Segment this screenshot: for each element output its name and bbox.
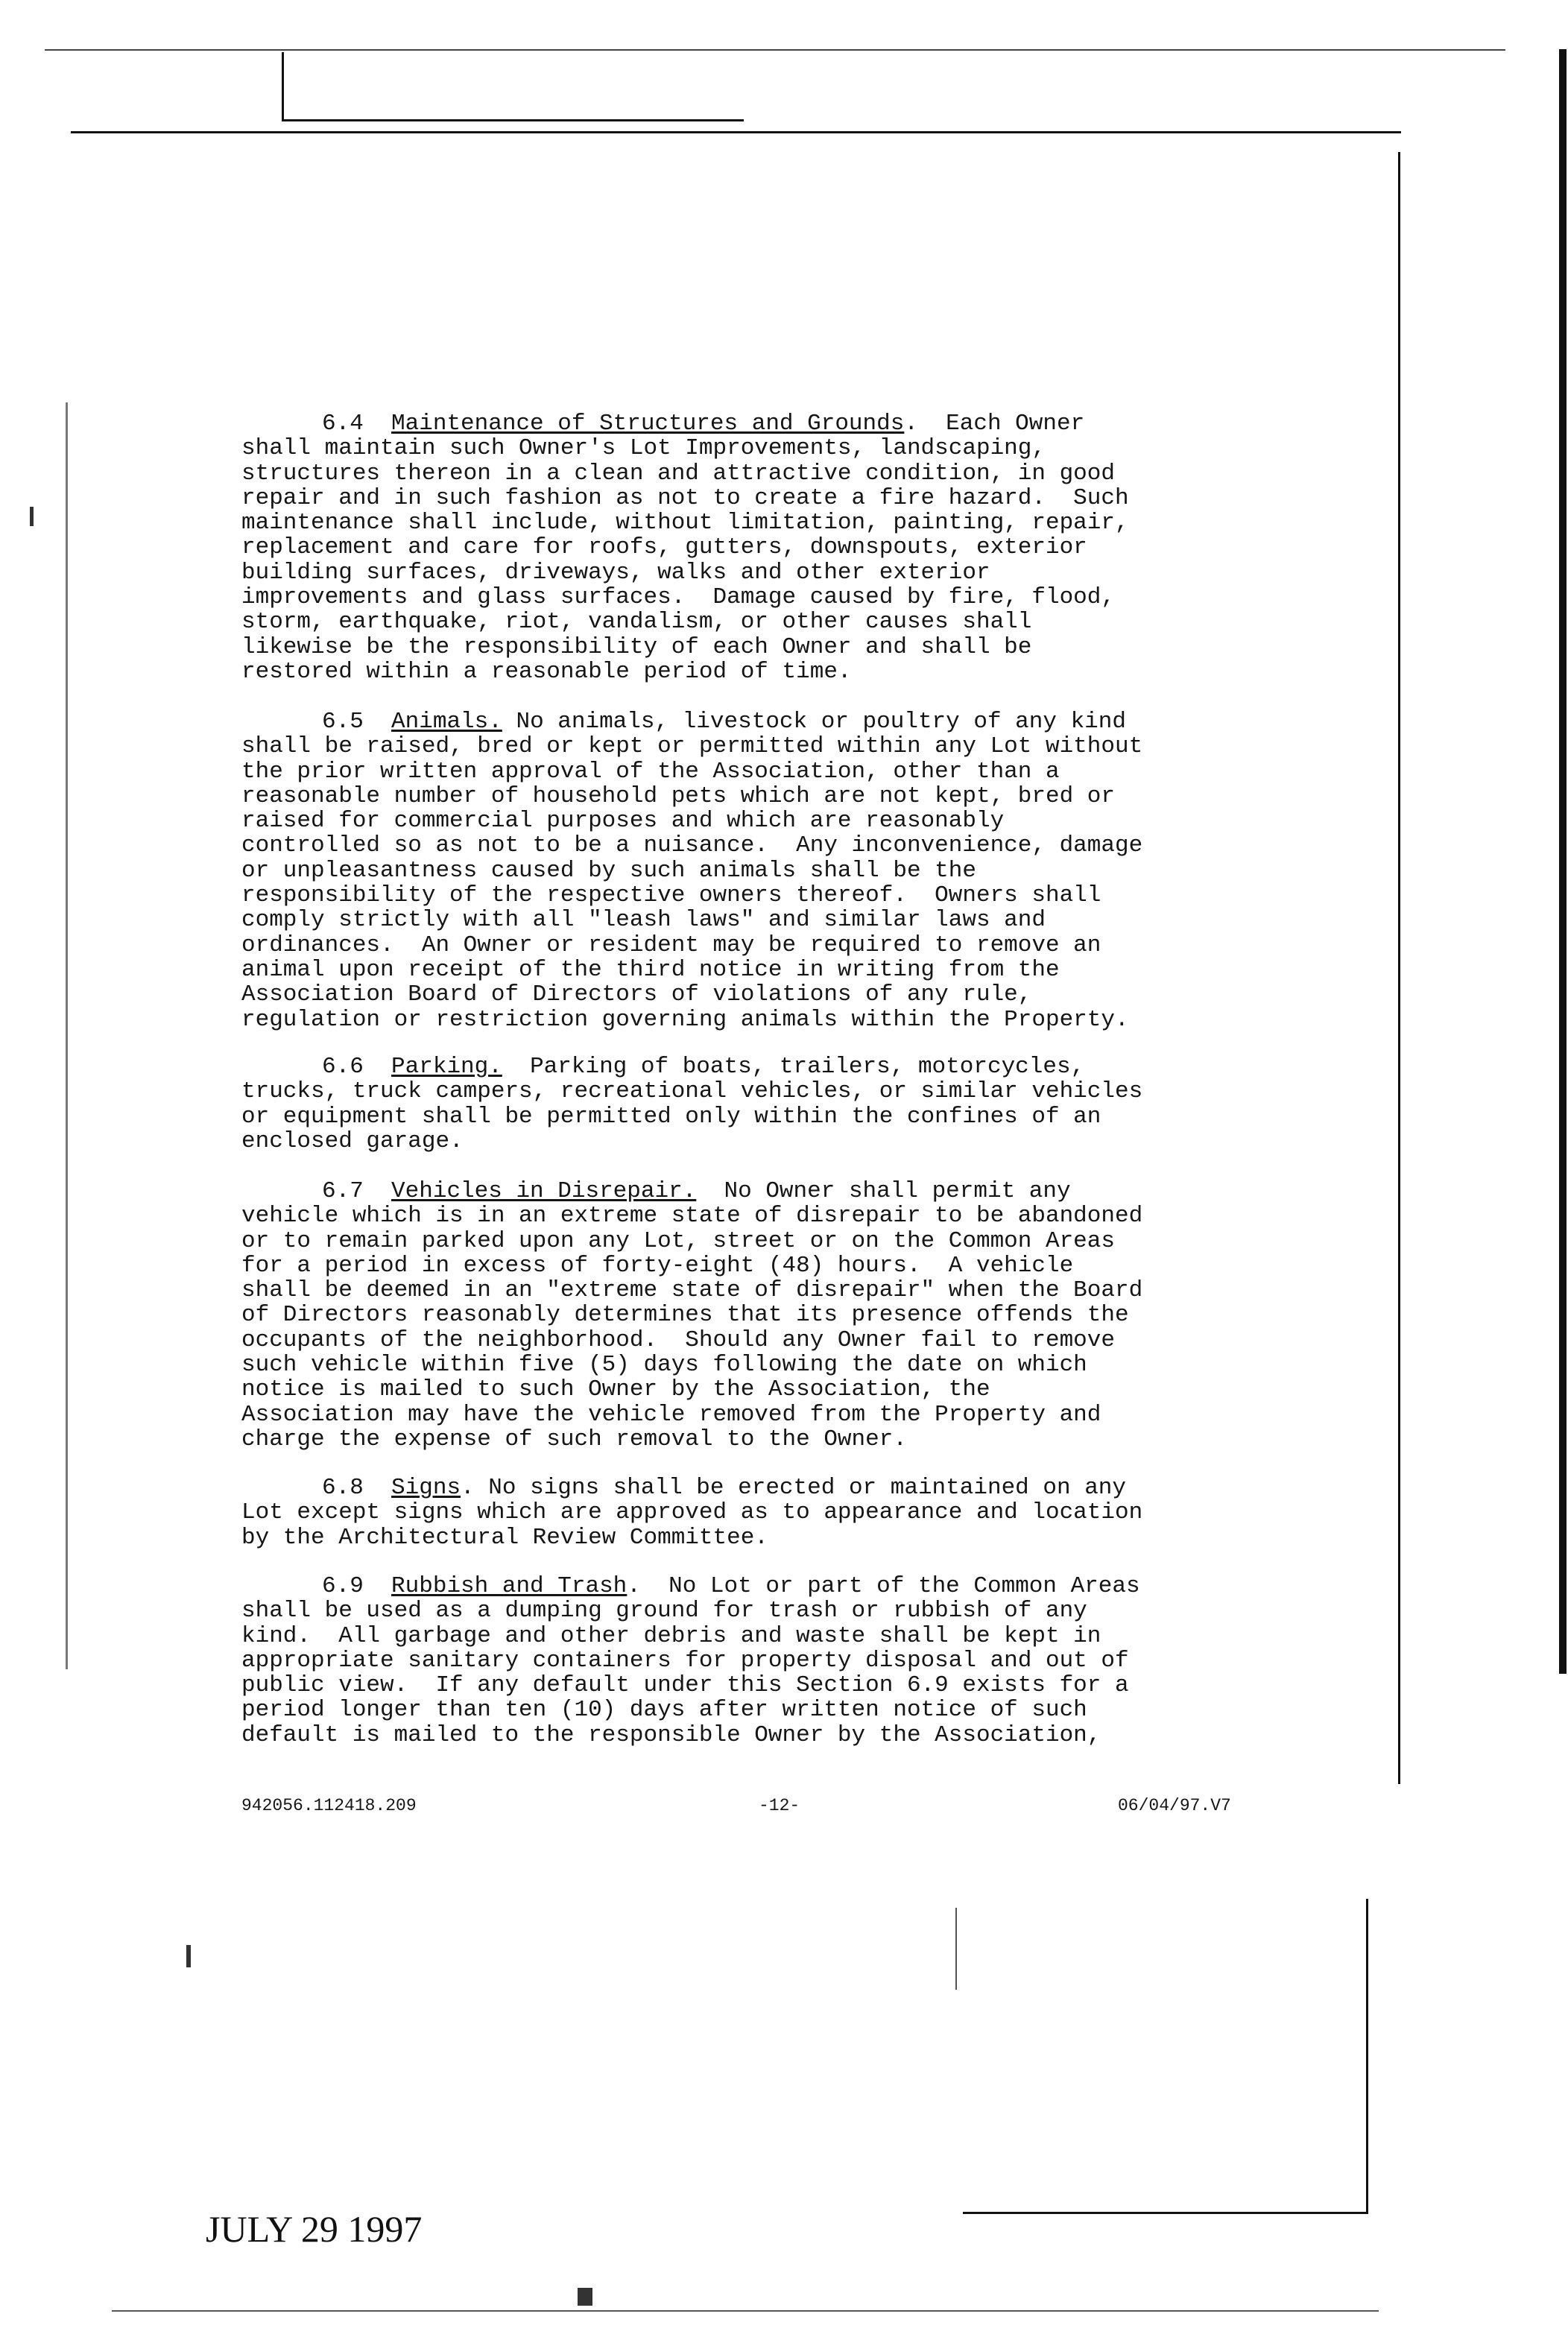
section-body: shall be used as a dumping ground for trash or rubbish of any kind. All garbage and other debris and waste shall be kept in appropriate sanitary containers for property disposal and out of public view. If any default under this Section 6.9 exists for a period longer than ten (10) days after written notice of such default is mailed to the responsible Owner by the Association, — [241, 1598, 1129, 1748]
top-tab-bottom — [282, 119, 744, 121]
section-number: 6.9 — [322, 1573, 364, 1599]
scan-speck — [578, 2288, 592, 2306]
section-heading: Rubbish and Trash — [391, 1573, 627, 1599]
section-number: 6.4 — [322, 411, 364, 437]
section-number: 6.8 — [322, 1475, 364, 1501]
section-heading: Maintenance of Structures and Grounds — [391, 411, 905, 437]
section-body: vehicle which is in an extreme state of disrepair to be abandoned or to remain parked upon any Lot, street or on the Common Areas for a period in excess of forty-eight (48) hours. A vehicle shall be deemed in an "extreme state of disrepair" when the Board of Directors reasonably determines that its presence offends the occupants of the neighborhood. Should any Owner fail to remove such vehicle within five (5) days following the date on which notice is mailed to such Owner by the Association, the Association may have the vehicle removed from the Property and charge the expense of such removal to the Owner. — [241, 1203, 1143, 1452]
bottom-right-frame-vertical — [1366, 1899, 1368, 2212]
section-body: shall maintain such Owner's Lot Improvements, landscaping, structures thereon in a clean and attractive condition, in good repair and in such fashion as not to create a fire hazard. Such maintenance shall include, without limitation, painting, repair, replacement and care for roofs, gutters, downspouts, exterior building surfaces, driveways, walks and other exterior improvements and glass surfaces. Damage caused by fire, flood, storm, earthquake, riot, vandalism, or other causes shall likewise be the responsibility of each Owner and shall be restored within a reasonable period of time. — [241, 435, 1129, 685]
heading-punct: . — [904, 411, 918, 437]
left-margin-mark — [66, 402, 68, 1669]
section-number: 6.5 — [322, 709, 364, 735]
section-first-line: No Lot or part of the Common Areas — [640, 1573, 1140, 1599]
section-heading: Vehicles in Disrepair. — [391, 1178, 697, 1204]
bottom-center-mark — [955, 1908, 957, 1990]
top-scan-edge — [45, 49, 1505, 51]
scan-speck — [30, 507, 34, 526]
section-number: 6.6 — [322, 1054, 364, 1080]
section-6-8 — [241, 1476, 1255, 1550]
footer-doc-id: 942056.112418.209 — [241, 1796, 417, 1815]
section-body: Lot except signs which are approved as to appearance and location by the Architectural Review Committee. — [241, 1499, 1143, 1551]
section-6-7 — [241, 1179, 1255, 1452]
section-first-line: No signs shall be erected or maintained on any — [474, 1475, 1126, 1501]
bottom-right-frame-horizontal — [963, 2212, 1368, 2214]
section-first-line: Parking of boats, trailers, motorcycles, — [502, 1054, 1085, 1080]
section-first-line: No animals, livestock or poultry of any kind — [502, 709, 1126, 735]
heading-punct: . — [461, 1475, 475, 1501]
section-body: trucks, truck campers, recreational vehicles, or similar vehicles or equipment shall be permitted only within the confines of an enclosed garage. — [241, 1078, 1143, 1154]
section-6-4 — [241, 411, 1255, 684]
section-6-6 — [241, 1054, 1255, 1154]
page-edge-right — [1559, 49, 1567, 1674]
section-first-line: Each Owner — [917, 411, 1085, 437]
section-heading: Animals. — [391, 709, 502, 735]
right-border-line — [1398, 152, 1400, 1784]
heading-punct: . — [627, 1573, 641, 1599]
bottom-scan-edge — [112, 2310, 1379, 2312]
section-heading: Signs — [391, 1475, 461, 1501]
section-6-9 — [241, 1574, 1255, 1748]
section-first-line: No Owner shall permit any — [696, 1178, 1071, 1204]
section-heading: Parking. — [391, 1054, 502, 1080]
top-tab-left — [282, 52, 284, 119]
section-number: 6.7 — [322, 1178, 364, 1204]
footer-page-number: -12- — [759, 1796, 800, 1815]
footer-version: 06/04/97.V7 — [1118, 1796, 1231, 1815]
section-body: shall be raised, bred or kept or permitted within any Lot without the prior written approval of the Association, other than a reasonable number of household pets which are not kept, bred or raised for commercial purposes and which are reasonably controlled so as not to be a nuisance. Any inconvenience, damage or unpleasantness caused by such animals shall be the responsibility of the respective owners thereof. Owners shall comply strictly with all "leash laws" and similar laws and ordinances. An Owner or resident may be required to remove an animal upon receipt of the third notice in writing from the Association Board of Directors of violations of any rule, regulation or restriction governing animals within the Property. — [241, 733, 1143, 1033]
scan-speck — [186, 1945, 191, 1967]
section-6-5 — [241, 709, 1255, 1032]
date-stamp: JULY 29 1997 — [206, 2208, 423, 2250]
top-border-line — [71, 131, 1401, 133]
